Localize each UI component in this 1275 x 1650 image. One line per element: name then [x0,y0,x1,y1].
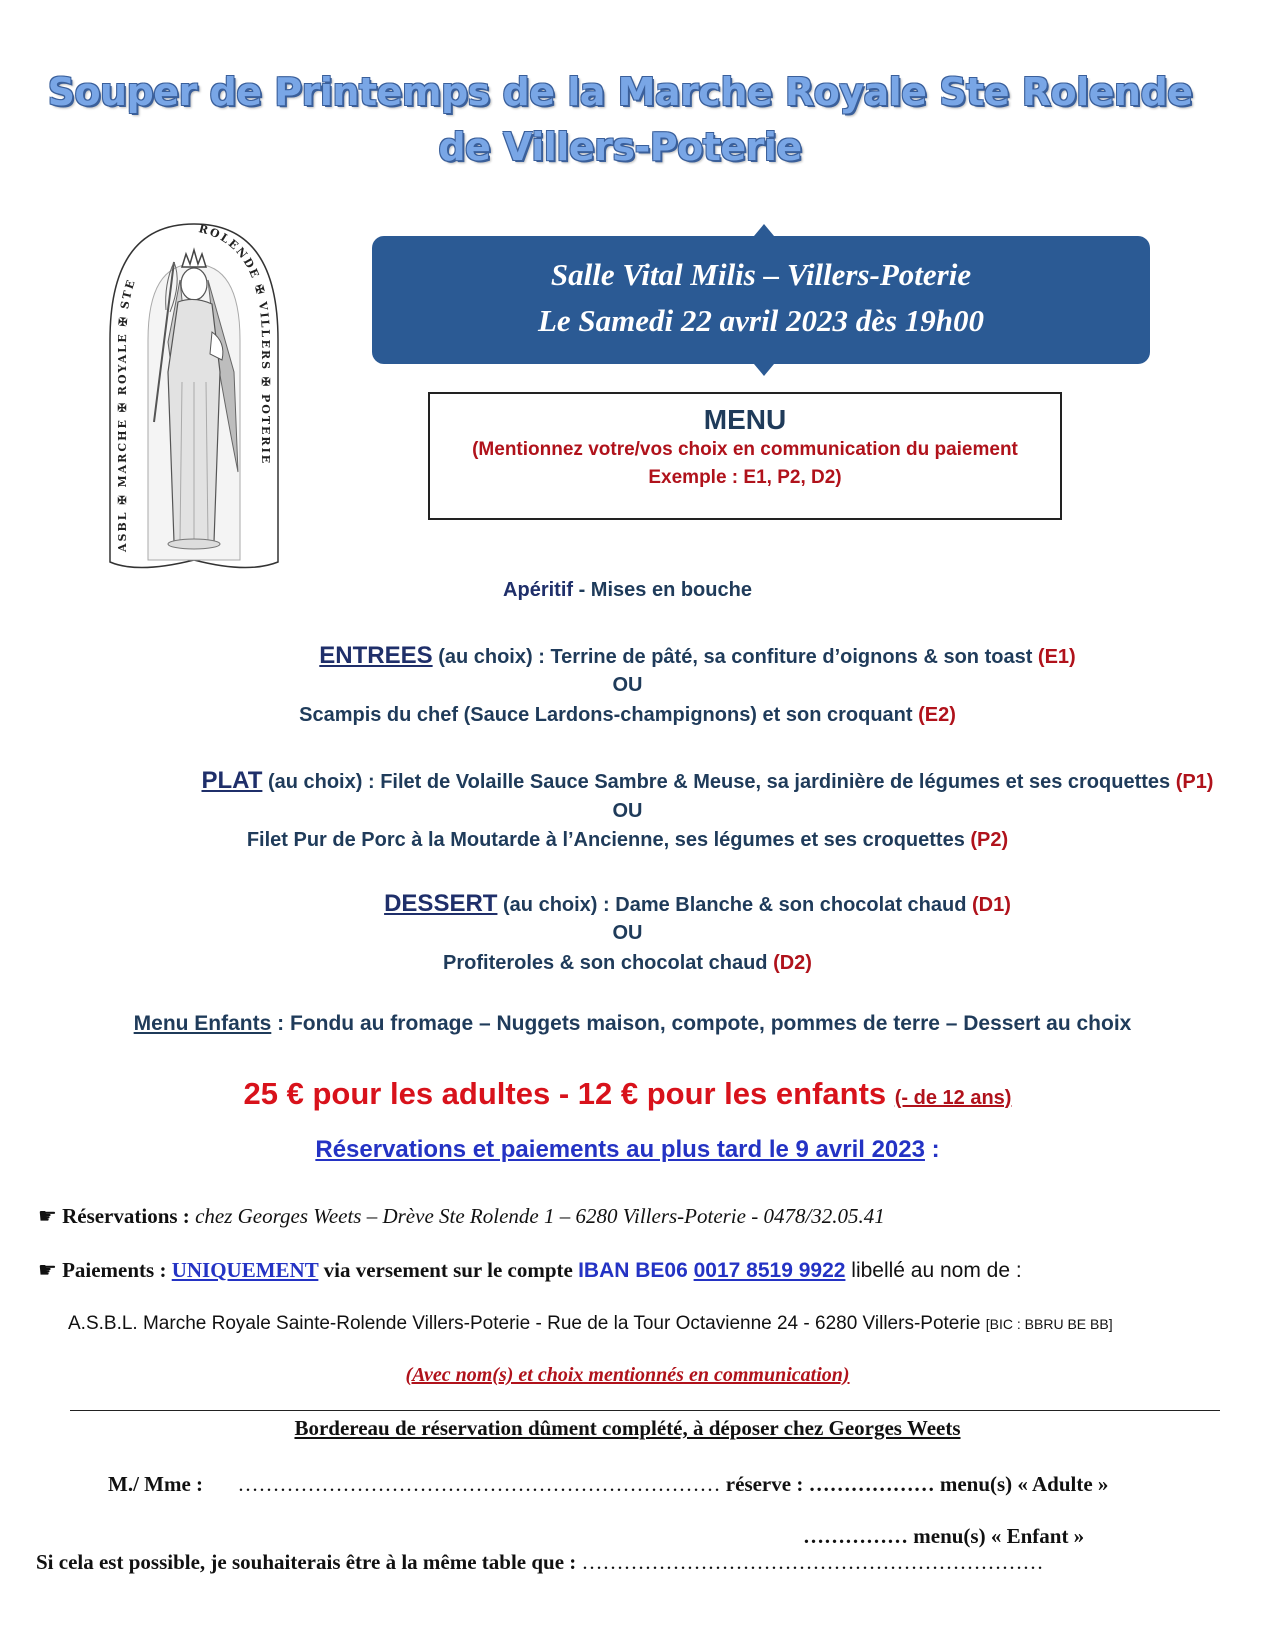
reserve-label: réserve : [720,1472,809,1496]
saint-figure-icon [108,222,280,574]
account-holder: A.S.B.L. Marche Royale Sainte-Rolende Villers-Poterie - Rue de la Tour Octavienne 24 - 6280 Villers-Poterie [68,1313,986,1334]
aperitif-line [0,579,1255,602]
entrees-choice: (au choix) : [432,646,551,668]
menu-title: MENU [703,404,787,435]
page-title-line1: Souper de Printemps de la Marche Royale Ste Rolende [47,70,1193,114]
aperitif-label: Apéritif [503,579,574,601]
form-title-line [0,1416,1255,1441]
menu-note-line1: (Mentionnez votre/vos choix en communication du paiement [472,439,1018,460]
st-rolende-logo [108,222,280,574]
child-label: menu(s) « Enfant » [908,1524,1085,1548]
date-line: Le Samedi 22 avril 2023 dès 19h00 [537,303,985,338]
entrees-opt2: Scampis du chef (Sauce Lardons-champignons) et son croquant [299,704,919,726]
form-title: Bordereau de réservation dûment complété, à déposer chez Georges Weets [294,1416,961,1440]
form-child-line [803,1524,1084,1549]
dessert-label: DESSERT [384,890,498,917]
payments-label: Paiements : [62,1258,172,1282]
payments-via: via versement sur le compte [318,1258,579,1282]
entrees-label: ENTREES [319,642,433,669]
prices-line [0,1076,1255,1112]
form-divider [70,1410,1220,1411]
payments-only: UNIQUEMENT [171,1258,319,1282]
entrees-code1: (E1) [1037,646,1076,668]
plat-opt1: Filet de Volaille Sauce Sambre & Meuse, sa jardinière de légumes et ses croquettes [380,771,1176,793]
logo-arc-right-text: ROLENDE ✠ VILLERS ✠ POTERIE [197,222,273,466]
dessert-opt1: Dame Blanche & son chocolat chaud [615,894,972,916]
pointing-hand-icon: ☛ [38,1258,57,1282]
logo-arc-left-text: ASBL ✠ MARCHE ✠ ROYALE ✠ STE [115,276,139,552]
dessert-code2: (D2) [773,952,812,974]
entrees-code2: (E2) [918,704,956,726]
form-table-line [36,1550,1044,1575]
communication-note-line [0,1364,1255,1387]
venue-line: Salle Vital Milis – Villers-Poterie [550,257,972,292]
reservations-line [38,1204,885,1229]
entrees-line2 [0,704,1255,727]
deadline-line [0,1136,1255,1164]
table-field[interactable]: ………………………………………………………… [581,1550,1044,1574]
table-label: Si cela est possible, je souhaiterais être à la même table que : [36,1550,582,1574]
kids-menu-line [0,1012,1265,1036]
menu-note-line2: Exemple : E1, P2, D2) [648,467,842,488]
deadline-text: Réservations et paiements au plus tard le 9 avril 2023 [315,1136,925,1163]
payments-line [38,1258,1022,1283]
child-count-field[interactable]: …………… [803,1524,908,1548]
adult-count-field[interactable]: ……………… [808,1472,935,1496]
pointing-hand-icon: ☛ [38,1204,57,1228]
iban-number: 0017 8519 9922 [693,1259,846,1282]
reservations-text: chez Georges Weets – Drève Ste Rolende 1 – 6280 Villers-Poterie - 0478/32.05.41 [195,1204,885,1228]
kids-menu-label: Menu Enfants [133,1012,272,1035]
dessert-or: OU [612,922,643,944]
entrees-or: OU [612,674,643,696]
name-field[interactable]: …………………………………………………………… [237,1472,721,1496]
aperitif-text: - Mises en bouche [573,579,752,601]
form-name-line [108,1472,1108,1497]
dessert-line2 [0,952,1255,975]
prices-text: 25 € pour les adultes - 12 € pour les enfants [243,1076,895,1111]
entrees-line1 [0,642,1275,670]
plat-line2 [0,829,1255,852]
payments-suffix: libellé au nom de : [845,1259,1022,1282]
dessert-opt2: Profiteroles & son chocolat chaud [443,952,774,974]
dessert-code1: (D1) [972,894,1011,916]
account-holder-line [68,1313,1113,1335]
adult-label: menu(s) « Adulte » [934,1472,1109,1496]
reservations-label: Réservations : [62,1204,196,1228]
deadline-colon: : [924,1136,940,1163]
name-label: M./ Mme : [108,1472,204,1496]
plat-or: OU [612,800,643,822]
menu-box [428,392,1062,520]
plat-code2: (P2) [970,829,1009,851]
communication-note: (Avec nom(s) et choix mentionnés en communication) [405,1364,850,1386]
dessert-line1 [0,890,1275,918]
plat-choice: (au choix) : [262,771,381,793]
plat-opt2: Filet Pur de Porc à la Moutarde à l’Ancienne, ses légumes et ses croquettes [246,829,971,851]
prices-age: (- de 12 ans) [894,1087,1012,1109]
iban-label: IBAN BE06 [578,1259,694,1282]
event-banner [372,236,1150,364]
plat-line1 [0,767,1275,795]
plat-code1: (P1) [1175,771,1214,793]
bic-code: [BIC : BBRU BE BB] [985,1316,1113,1332]
entrees-opt1: Terrine de pâté, sa confiture d’oignons & son toast [550,646,1038,668]
kids-menu-text: : Fondu au fromage – Nuggets maison, compote, pommes de terre – Dessert au choix [271,1012,1132,1035]
plat-label: PLAT [201,767,263,794]
dessert-choice: (au choix) : [497,894,616,916]
page-title-line2: de Villers-Poterie [438,125,802,169]
